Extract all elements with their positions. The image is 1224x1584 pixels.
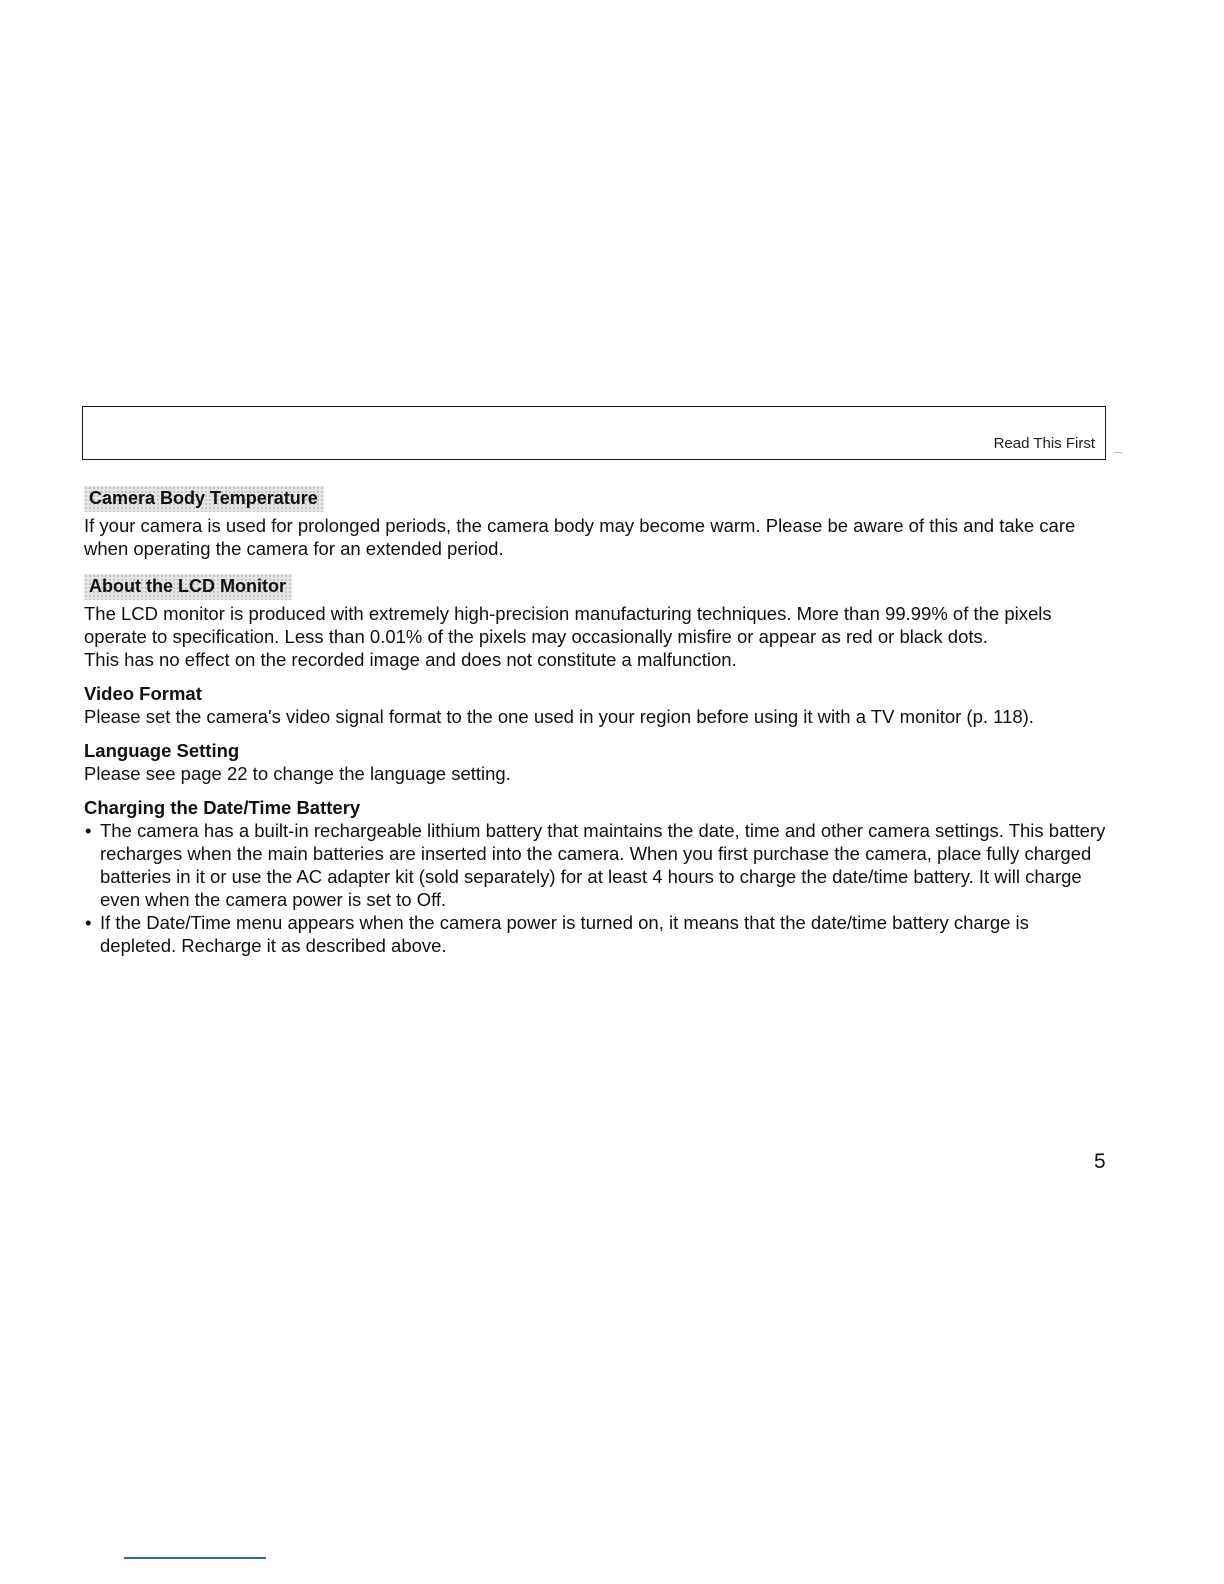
section-heading: Video Format [84, 683, 202, 704]
list-item-text: The camera has a built-in rechargeable lithium battery that maintains the date, time and other camera settings. This battery recharges when the main batteries are inserted into the camera. When you first purchase the camera, place fully charged batteries in it or use the AC adapter kit (sold separately) for at least 4 hours to charge the date/time battery. It will charge even when the camera power is set to Off. [100, 820, 1106, 910]
section-text: Please see page 22 to change the language setting. [84, 763, 511, 784]
header-scan-mark [1114, 452, 1122, 453]
section-text: This has no effect on the recorded image and does not constitute a malfunction. [84, 649, 737, 670]
section-body-temperature [84, 486, 1108, 560]
list-item [84, 911, 1108, 957]
section-heading: Camera Body Temperature [84, 486, 324, 512]
list-item-text: If the Date/Time menu appears when the camera power is turned on, it means that the date/time battery charge is depleted. Recharge it as described above. [100, 912, 1029, 956]
section-video-format [84, 683, 1108, 728]
page-number: 5 [1094, 1150, 1106, 1173]
page-header-title: Read This First [993, 435, 1095, 452]
footer-rule [124, 1557, 266, 1559]
section-language-setting [84, 740, 1108, 785]
section-heading: Language Setting [84, 740, 240, 761]
section-datetime-battery [84, 797, 1108, 957]
section-text: Please set the camera's video signal format to the one used in your region before using it with a TV monitor (p. 118). [84, 706, 1034, 727]
bullet-icon: • [85, 820, 92, 841]
bullet-icon: • [85, 912, 92, 933]
page-header-box [82, 406, 1106, 460]
section-heading: Charging the Date/Time Battery [84, 797, 361, 818]
list-item [84, 819, 1108, 911]
section-text: The LCD monitor is produced with extremely high-precision manufacturing techniques. More than 99.99% of the pixels operate to specification. Less than 0.01% of the pixels may occasionally misfire or appear as red or black dots. [84, 603, 1052, 647]
section-lcd-monitor [84, 574, 1108, 671]
bullet-list [84, 819, 1108, 957]
section-text: If your camera is used for prolonged periods, the camera body may become warm. Please be aware of this and take care when operating the camera for an extended period. [84, 515, 1076, 559]
section-heading: About the LCD Monitor [84, 574, 292, 600]
page-content [84, 486, 1108, 969]
